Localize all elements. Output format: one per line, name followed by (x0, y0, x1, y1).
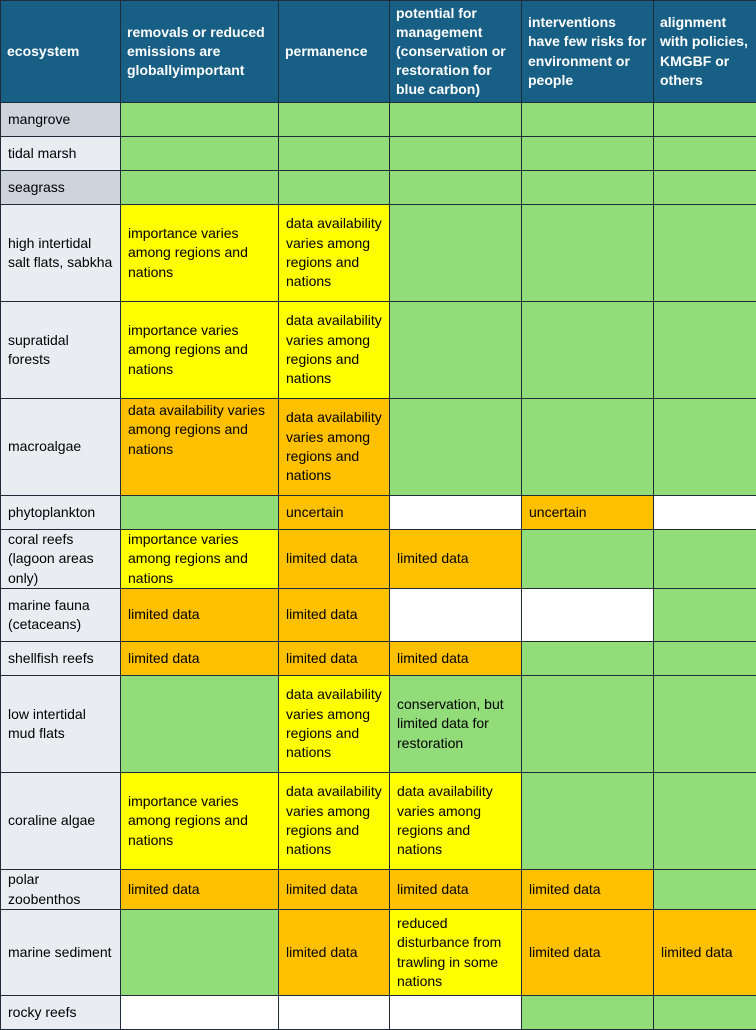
table-cell (121, 996, 279, 1030)
table-row (1, 676, 756, 773)
table-cell: importance varies among regions and nations (121, 530, 279, 589)
ecosystem-cell: low intertidal mud flats (1, 676, 121, 773)
table-cell: limited data (279, 870, 390, 910)
table-cell: data availability varies among regions and nations (279, 773, 390, 870)
table-cell: importance varies among regions and nations (121, 302, 279, 399)
table-cell (522, 996, 654, 1030)
table-cell (522, 205, 654, 302)
table-cell: limited data (279, 589, 390, 642)
table-cell (654, 103, 756, 137)
ecosystem-cell: phytoplankton (1, 496, 121, 530)
table-row (1, 302, 756, 399)
table-cell: limited data (654, 910, 756, 996)
ecosystem-cell: coral reefs (lagoon areas only) (1, 530, 121, 589)
table-cell (522, 773, 654, 870)
table-cell (522, 589, 654, 642)
ecosystem-cell: macroalgae (1, 399, 121, 496)
table-cell: conservation, but limited data for restoration (390, 676, 522, 773)
table-row (1, 642, 756, 676)
table-row (1, 171, 756, 205)
table-cell (390, 205, 522, 302)
table-cell (522, 642, 654, 676)
table-cell (654, 137, 756, 171)
table-cell (654, 496, 756, 530)
table-cell: reduced disturbance from trawling in some nations (390, 910, 522, 996)
table-cell: data availability varies among regions and nations (279, 205, 390, 302)
table-cell: limited data (390, 642, 522, 676)
table-cell (654, 676, 756, 773)
table-cell (121, 171, 279, 205)
table-row (1, 996, 756, 1030)
table-cell: limited data (522, 910, 654, 996)
table-cell (279, 996, 390, 1030)
table-cell (390, 996, 522, 1030)
table-cell (279, 171, 390, 205)
table-cell (522, 137, 654, 171)
header-ecosystem: ecosystem (1, 1, 121, 103)
table-cell (390, 103, 522, 137)
table-cell (654, 205, 756, 302)
table-cell: data availability varies among regions and nations (390, 773, 522, 870)
ecosystem-cell: polar zoobenthos (1, 870, 121, 910)
table-row (1, 137, 756, 171)
table-cell (654, 589, 756, 642)
table-cell (390, 302, 522, 399)
ecosystem-cell: tidal marsh (1, 137, 121, 171)
table-cell: data availability varies among regions and nations (121, 399, 279, 496)
table-cell: uncertain (522, 496, 654, 530)
table-cell (654, 302, 756, 399)
table-cell: data availability varies among regions and nations (279, 399, 390, 496)
ecosystem-cell: rocky reefs (1, 996, 121, 1030)
ecosystem-cell: seagrass (1, 171, 121, 205)
table-cell (522, 103, 654, 137)
table-cell (522, 399, 654, 496)
table-cell (654, 996, 756, 1030)
ecosystem-cell: shellfish reefs (1, 642, 121, 676)
table-row (1, 103, 756, 137)
table-cell (121, 137, 279, 171)
table-cell (390, 171, 522, 205)
table-cell (522, 530, 654, 589)
table-cell: limited data (522, 870, 654, 910)
table-row (1, 205, 756, 302)
table-cell (121, 676, 279, 773)
ecosystem-cell: high intertidal salt flats, sabkha (1, 205, 121, 302)
table-row (1, 870, 756, 910)
table-cell: importance varies among regions and nations (121, 205, 279, 302)
ecosystem-cell: mangrove (1, 103, 121, 137)
table-cell: importance varies among regions and nations (121, 773, 279, 870)
table-cell (121, 103, 279, 137)
header-removals: removals or reduced emissions are globallyimportant (121, 1, 279, 103)
table-cell: limited data (390, 530, 522, 589)
table-cell: data availability varies among regions and nations (279, 302, 390, 399)
table-cell (279, 103, 390, 137)
table-cell: limited data (121, 589, 279, 642)
ecosystem-cell: coraline algae (1, 773, 121, 870)
table-cell (279, 137, 390, 171)
table-row (1, 589, 756, 642)
table-row (1, 399, 756, 496)
table-cell (522, 302, 654, 399)
table-cell (390, 137, 522, 171)
table-cell: uncertain (279, 496, 390, 530)
ecosystem-cell: marine fauna (cetaceans) (1, 589, 121, 642)
table-cell (121, 496, 279, 530)
table-cell (654, 530, 756, 589)
table-cell: limited data (121, 870, 279, 910)
table-row (1, 910, 756, 996)
table-cell (654, 399, 756, 496)
header-management-potential: potential for management (conservation or restoration for blue carbon) (390, 1, 522, 103)
header-intervention-risks: interventions have few risks for environment or people (522, 1, 654, 103)
table-row (1, 773, 756, 870)
table-cell (654, 171, 756, 205)
table-cell: data availability varies among regions and nations (279, 676, 390, 773)
header-row (1, 1, 756, 103)
table-cell (654, 870, 756, 910)
table-cell (654, 773, 756, 870)
table-cell: limited data (279, 642, 390, 676)
header-policy-alignment: alignment with policies, KMGBF or others (654, 1, 756, 103)
table-row (1, 530, 756, 589)
table-cell (654, 642, 756, 676)
ecosystem-cell: supratidal forests (1, 302, 121, 399)
table-cell (390, 496, 522, 530)
ecosystem-cell: marine sediment (1, 910, 121, 996)
table-cell (522, 676, 654, 773)
table-cell (390, 589, 522, 642)
table-cell: limited data (121, 642, 279, 676)
table-cell (121, 910, 279, 996)
table-cell (390, 399, 522, 496)
table-cell: limited data (390, 870, 522, 910)
table-cell: limited data (279, 910, 390, 996)
table-cell (522, 171, 654, 205)
header-permanence: permanence (279, 1, 390, 103)
table-row (1, 496, 756, 530)
table-cell: limited data (279, 530, 390, 589)
